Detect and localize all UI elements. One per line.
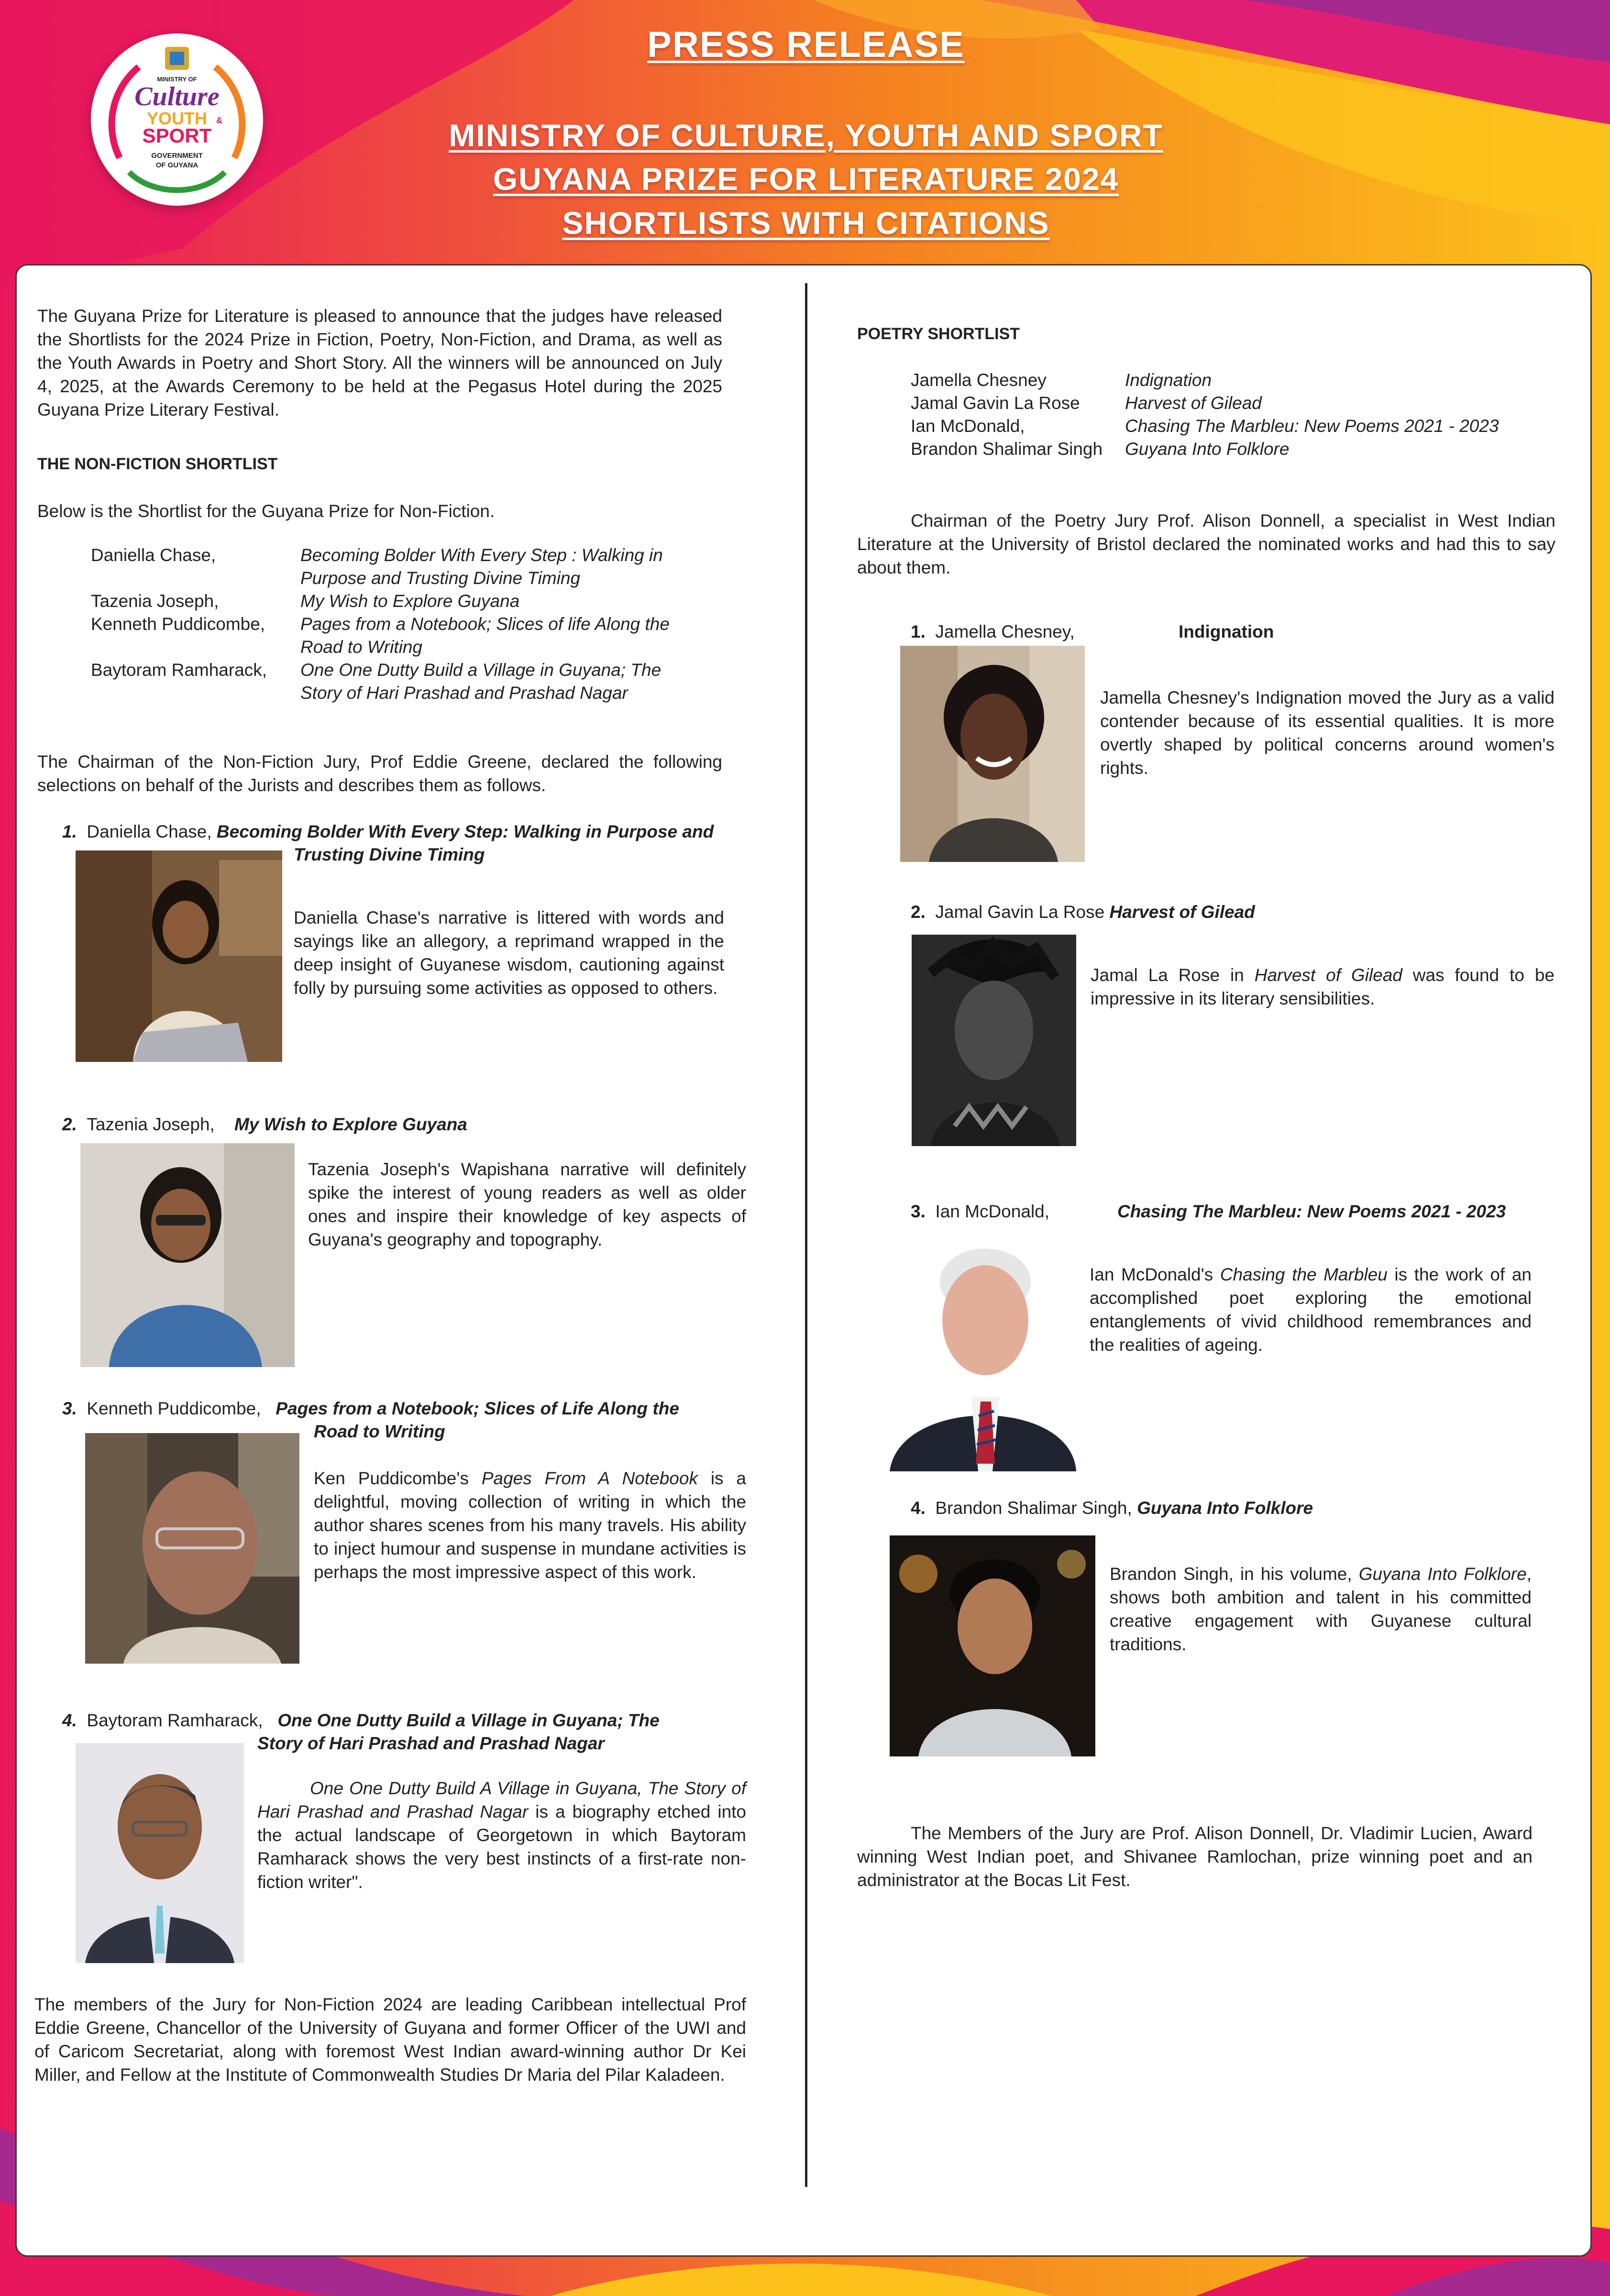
logo-youth: YOUTH	[147, 109, 207, 128]
nonfiction-jury: The members of the Jury for Non-Fiction 2024 are leading Caribbean intellectual Prof Eddie Greene, Chancellor of the University of Guyana and former Officer of the UWI and of Caricom Secretariat, along with foremost West Indian award-winning author Dr Kei Miller, and Fellow at the Institute of Commonwealth Studies Dr Maria del Pilar Kaladeen.	[34, 1995, 746, 2085]
nf-entry-num-2: 2.	[62, 1115, 77, 1134]
nf-entry-title-3b: Road to Writing	[314, 1422, 445, 1441]
title-line-1: MINISTRY OF CULTURE, YOUTH AND SPORT	[449, 118, 1163, 153]
nf-entry-num-1: 1.	[62, 822, 77, 841]
nf-citation-4: One One Dutty Build A Village in Guyana, The Story of Hari Prashad and Prashad Nagar is a biography etched into the actual landscape of Georgetown in which Baytoram Ramharack shows the very best instincts of a first-rate non-fiction writer".	[257, 1778, 747, 1892]
p-entry-name-2: Jamal Gavin La Rose	[935, 902, 1105, 922]
p-entry-name-3: Ian McDonald,	[935, 1202, 1049, 1221]
nf-entry-name-4: Baytoram Ramharack,	[87, 1711, 263, 1730]
logo-of-guyana: OF GUYANA	[155, 161, 198, 169]
nf-list-name-3: Kenneth Puddicombe,	[91, 614, 265, 634]
photo-kenneth-puddicombe	[85, 1433, 299, 1664]
p-entry-title-4: Guyana Into Folklore	[1137, 1498, 1313, 1518]
nf-list-title-1b: Purpose and Trusting Divine Timing	[300, 568, 581, 588]
p-list-title-1: Indignation	[1125, 370, 1212, 390]
nf-list-name-4: Baytoram Ramharack,	[91, 660, 267, 680]
nf-citation-1: Daniella Chase's narrative is littered with words and sayings like an allegory, a reprimand wrapped in the deep insight of Guyanese wisdom, cautioning against folly by pursuing some activities as opposed to others.	[294, 908, 724, 998]
nf-list-title-1a: Becoming Bolder With Every Step : Walking in	[300, 545, 663, 565]
nonfiction-chairman: The Chairman of the Non-Fiction Jury, Prof Eddie Greene, declared the following selections on behalf of the Jurists and describes them as follows.	[37, 752, 722, 795]
nf-list-name-1: Daniella Chase,	[91, 545, 216, 565]
nf-list-name-2: Tazenia Joseph,	[91, 591, 219, 611]
p-citation-2: Jamal La Rose in Harvest of Gilead was found to be impressive in its literary sensibilities.	[1091, 965, 1555, 1008]
nonfiction-heading: THE NON-FICTION SHORTLIST	[37, 455, 278, 473]
nonfiction-below: Below is the Shortlist for the Guyana Prize for Non-Fiction.	[37, 501, 495, 521]
nf-list-title-3a: Pages from a Notebook; Slices of life Along the	[300, 614, 670, 634]
press-release-heading: PRESS RELEASE	[647, 24, 965, 65]
photo-jamella-chesney	[900, 646, 1085, 862]
p-citation-4: Brandon Singh, in his volume, Guyana Into Folklore, shows both ambition and talent in his committed creative engagement with Guyanese cultural traditions.	[1110, 1564, 1532, 1654]
nf-entry-title-3a: Pages from a Notebook; Slices of Life Along the	[276, 1399, 679, 1418]
nf-entry-title-4b: Story of Hari Prashad and Prashad Nagar	[257, 1733, 605, 1753]
poetry-jury: The Members of the Jury are Prof. Alison Donnell, Dr. Vladimir Lucien, Award winning West Indian poet, and Shivanee Ramlochan, prize winning poet and an administrator at the Bocas Lit Fest.	[857, 1823, 1533, 1890]
nf-entry-num-4: 4.	[62, 1711, 77, 1730]
p-entry-title-2: Harvest of Gilead	[1109, 902, 1255, 922]
p-list-name-4: Brandon Shalimar Singh	[911, 439, 1103, 459]
nf-entry-title-1a: Becoming Bolder With Every Step: Walking in Purpose and	[216, 822, 714, 841]
nf-entry-num-3: 3.	[62, 1399, 77, 1418]
p-citation-3: Ian McDonald's Chasing the Marbleu is the work of an accomplished poet exploring the emotional entanglements of vivid childhood remembrances and the realities of ageing.	[1090, 1265, 1532, 1355]
p-entry-num-1: 1.	[911, 622, 926, 641]
nf-entry-name-3: Kenneth Puddicombe,	[87, 1399, 261, 1418]
title-line-2: GUYANA PRIZE FOR LITERATURE 2024	[493, 161, 1119, 197]
nf-list-title-4a: One One Dutty Build a Village in Guyana; The	[300, 660, 662, 680]
p-citation-1: Jamella Chesney's Indignation moved the Jury as a valid contender because of its essential qualities. It is more overtly shaped by political concerns around women's rights.	[1100, 688, 1555, 778]
nf-entry-title-4a: One One Dutty Build a Village in Guyana; The	[277, 1711, 660, 1730]
p-entry-num-2: 2.	[911, 902, 926, 922]
photo-baytoram-ramharack	[76, 1743, 244, 1963]
p-entry-title-1: Indignation	[1179, 622, 1274, 641]
nf-entry-name-1: Daniella Chase,	[87, 822, 212, 841]
p-entry-num-4: 4.	[911, 1498, 926, 1518]
nf-citation-3: Ken Puddicombe's Pages From A Notebook is a delightful, moving collection of writing in which the author shares scenes from his many travels. His ability to inject humour and suspense in mundane activities is perhaps the most impressive aspect of this work.	[314, 1468, 746, 1582]
p-entry-name-4: Brandon Shalimar Singh,	[935, 1498, 1132, 1518]
p-list-title-3: Chasing The Marbleu: New Poems 2021 - 2023	[1125, 416, 1499, 436]
p-list-name-1: Jamella Chesney	[911, 370, 1047, 390]
poetry-chairman: Chairman of the Poetry Jury Prof. Alison Donnell, a specialist in West Indian Literature at the University of Bristol declared the nominated works and had this to say about them.	[857, 511, 1555, 577]
nf-entry-name-2: Tazenia Joseph,	[87, 1115, 215, 1134]
photo-ian-mcdonald	[890, 1239, 1076, 1471]
p-list-title-4: Guyana Into Folklore	[1125, 439, 1290, 459]
nf-citation-2: Tazenia Joseph's Wapishana narrative will definitely spike the interest of young readers as well as older ones and inspire their knowledge of key aspects of Guyana's geography and topography.	[308, 1159, 746, 1249]
column-divider	[805, 283, 807, 2187]
photo-daniella-chase	[76, 850, 282, 1062]
poetry-heading: POETRY SHORTLIST	[857, 325, 1020, 343]
p-list-name-2: Jamal Gavin La Rose	[911, 393, 1080, 413]
photo-jamal-gavin-la-rose	[912, 935, 1076, 1146]
p-entry-title-3: Chasing The Marbleu: New Poems 2021 - 2023	[1117, 1202, 1506, 1221]
nf-list-title-2: My Wish to Explore Guyana	[300, 591, 520, 611]
ministry-logo	[91, 33, 263, 206]
p-list-title-2: Harvest of Gilead	[1125, 393, 1262, 413]
photo-brandon-shalimar-singh	[890, 1535, 1095, 1756]
intro-paragraph: The Guyana Prize for Literature is pleased to announce that the judges have released the Shortlists for the 2024 Prize in Fiction, Poetry, Non-Fiction, and Drama, as well as the Youth Awards in Poetry and Short Story. All the winners will be announced on July 4, 2025, at the Awards Ceremony to be held at the Pegasus Hotel during the 2025 Guyana Prize Literary Festival.	[37, 306, 722, 419]
nf-list-title-3b: Road to Writing	[300, 637, 422, 657]
p-list-name-3: Ian McDonald,	[911, 416, 1025, 436]
p-entry-name-1: Jamella Chesney,	[935, 622, 1075, 641]
nf-list-title-4b: Story of Hari Prashad and Prashad Nagar	[300, 683, 628, 703]
logo-culture: Culture	[134, 82, 220, 111]
nf-entry-title-1b: Trusting Divine Timing	[294, 845, 485, 864]
logo-and: &	[216, 116, 222, 125]
p-entry-num-3: 3.	[911, 1202, 926, 1221]
title-line-3: SHORTLISTS WITH CITATIONS	[562, 205, 1050, 241]
logo-government: GOVERNMENT	[151, 152, 203, 160]
nf-entry-title-2: My Wish to Explore Guyana	[234, 1115, 467, 1134]
photo-tazenia-joseph	[80, 1143, 295, 1367]
logo-ministry-of: MINISTRY OF	[157, 76, 197, 83]
logo-sport: SPORT	[142, 124, 212, 147]
